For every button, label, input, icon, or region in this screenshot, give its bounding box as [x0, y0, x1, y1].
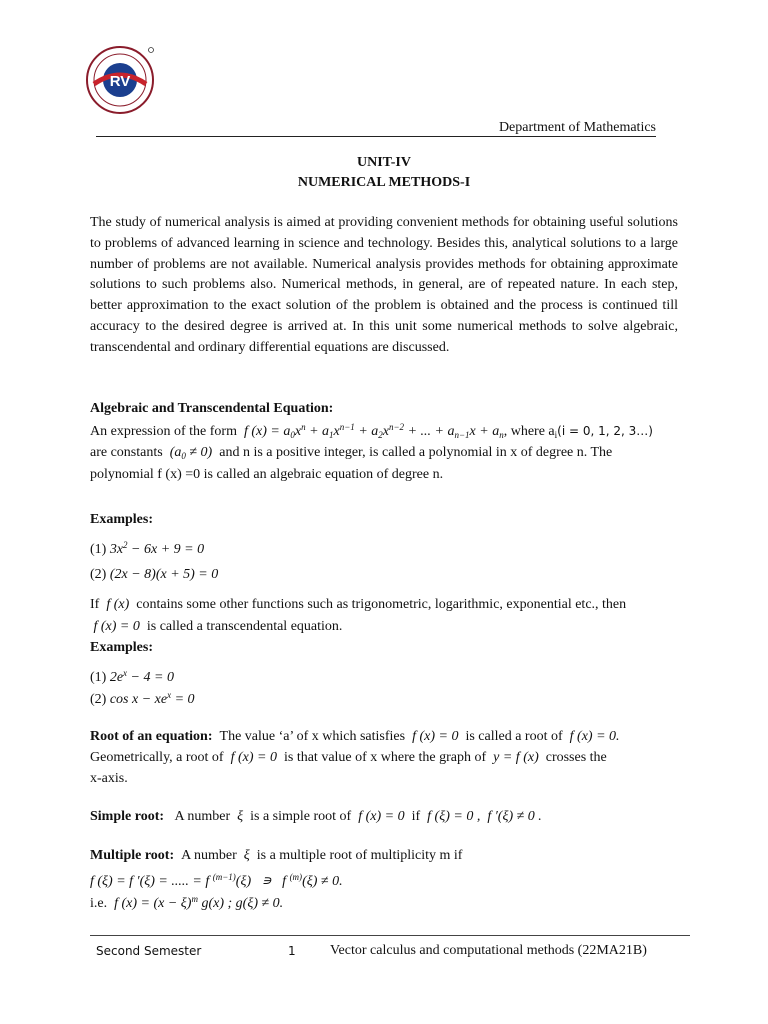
transcendental-line-2: f (x) = 0 is called a transcendental equation. [90, 619, 343, 634]
footer-page-number: 1 [288, 944, 296, 958]
example-1-1: (1) $3x^2 - 6x + 9 = 0$ [90, 540, 205, 557]
multiple-root-ie: i.e. f $(x) = (x - \xi)^m$ g(x) ; g(ξ) ≠ 0. [90, 894, 284, 911]
example-2-2: (2) $\cos x - xe^x = 0$ [90, 690, 195, 707]
unit-subtitle: NUMERICAL METHODS-I [297, 175, 471, 190]
polynomial-equation-line: polynomial f (x) =0 is called an algebraic equation of degree n. [90, 467, 444, 482]
multiple-root-condition: f (ξ) = f ′(ξ) = ..... = f $^{(m-1)}$(ξ) ∍ f $^{(m)}$(ξ) ≠ 0. [90, 872, 343, 889]
root-definition-line-3: x-axis. [90, 771, 128, 786]
example-2-1: (1) $2e^x - 4 = 0$ [90, 668, 174, 685]
unit-title: UNIT-IV [357, 155, 411, 170]
polynomial-formula: f $(x) = a_0x^n + a_1x^{n-1} + a_2x^{n-2}$ + ... + $a_{n-1}x + a_n$ [240, 422, 504, 440]
root-definition-line-1: Root of an equation: The value ‘a’ of x which satisfies f (x) = 0 is called a root of f (x) = 0. [90, 729, 620, 744]
footer-divider [90, 935, 690, 936]
example-1-2: (2) (2x − 8)(x + 5) = 0 [90, 567, 219, 582]
footer-semester: Second Semester [96, 944, 202, 958]
polynomial-definition-line: An expression of the form f $(x) = a_0x^n + a_1x^{n-1} + a_2x^{n-2}$ + ... + $a_{n-1}x + a_n$, where $a_i(i = 0$, 1, 2, 3…) [90, 422, 653, 440]
simple-root-line: Simple root: A number ξ is a simple root of f (x) = 0 if f (ξ) = 0 , f ′(ξ) ≠ 0 . [90, 809, 542, 824]
header-divider [96, 136, 656, 137]
intro-paragraph: The study of numerical analysis is aimed at providing convenient methods for obtaining useful solutions to problems of advanced learning in science and technology. Besides this, analytical solutions to a large number of problems are not available. Numerical analysis provides methods for obtaining approximate solutions to such problems also. Numerical methods, in general, are of repeated nature. In each step, better approximation to the exact solution of the problem is obtained and the process is continued till accuracy to the desired degree is arrived at. In this unit some numerical methods to solve algebraic, transcendental and ordinary differential equations are discussed. [90, 215, 678, 355]
logo-lettering: RV [109, 73, 131, 90]
root-definition-line-2: Geometrically, a root of f (x) = 0 is that value of x where the graph of y = f (x) crosses the [90, 750, 607, 765]
footer-course-title: Vector calculus and computational methods (22MA21B) [330, 943, 647, 958]
department-name: Department of Mathematics [498, 120, 656, 135]
examples-heading-1: Examples: [90, 512, 153, 527]
examples-heading-2: Examples: [90, 640, 153, 655]
transcendental-line-1: If f (x) contains some other functions such as trigonometric, logarithmic, exponential etc., then [90, 597, 627, 612]
section-heading-algebraic: Algebraic and Transcendental Equation: [90, 401, 334, 416]
institution-logo [84, 44, 156, 116]
multiple-root-line: Multiple root: A number ξ is a multiple root of multiplicity m if [90, 848, 463, 863]
constants-line: are constants $(a_0 \ne 0)$ and n is a positive integer, is called a polynomial in x of degree n. The [90, 445, 613, 461]
